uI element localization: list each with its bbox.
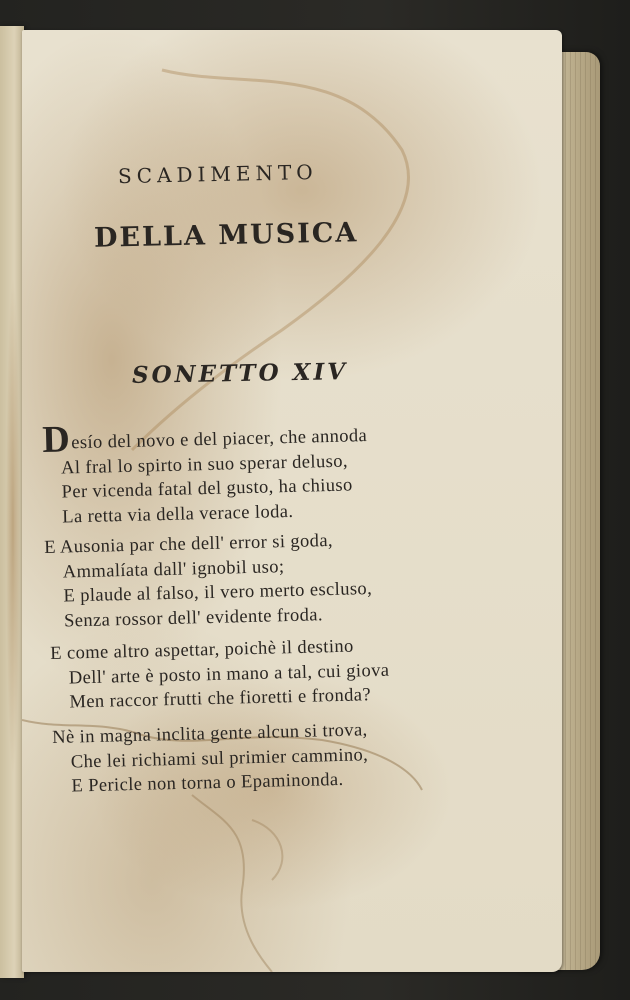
title-line-2: DELLA MUSICA — [93, 217, 359, 254]
stanza-2 — [44, 528, 373, 634]
poem-line: Dell' arte è posto in mano a tal, cui giova — [68, 660, 390, 689]
poem-line: Desío del novo e del piacer, che annoda — [41, 418, 368, 461]
poem-line: E Ausonia par che dell' error si goda, — [44, 530, 334, 558]
book-page — [22, 30, 562, 972]
poem-line: Nè in magna inclita gente alcun si trova, — [52, 720, 368, 748]
facing-page-edge — [0, 26, 24, 978]
poem-line: Senza rossor dell' evidente froda. — [63, 604, 324, 632]
drop-cap: D — [41, 418, 71, 461]
title-line-1: SCADIMENTO — [117, 159, 318, 189]
poem-line: Ammalíata dall' ignobil uso; — [62, 556, 285, 583]
poem-line: Al fral lo spirto in suo sperar deluso, — [60, 451, 349, 479]
poem-line: Per vicenda fatal del gusto, ha chiuso — [61, 475, 353, 503]
stanza-1 — [42, 417, 369, 530]
poem-line: Che lei richiami sul primier cammino, — [70, 744, 369, 773]
poem-title: SONETTO XIV — [131, 358, 349, 389]
stanza-4 — [52, 718, 369, 799]
poem-line: E plaude al falso, il vero merto escluso, — [63, 579, 373, 607]
stanza-3 — [50, 634, 390, 716]
poem-line: La retta via della verace loda. — [62, 501, 294, 528]
poem-line: Men raccor frutti che fioretti e fronda? — [69, 685, 372, 713]
page-text — [22, 30, 562, 972]
poem-line: E Pericle non torna o Epaminonda. — [71, 769, 344, 797]
poem-line: E come altro aspettar, poichè il destino — [50, 636, 354, 664]
